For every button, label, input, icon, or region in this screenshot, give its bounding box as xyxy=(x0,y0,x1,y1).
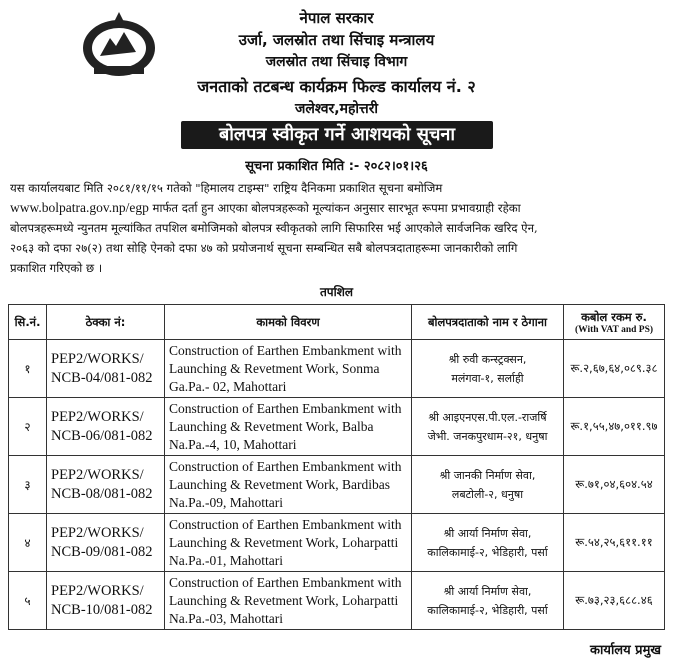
header-amount xyxy=(564,305,665,340)
contract-part: NCB-04/081-082 xyxy=(51,369,153,386)
notice-paragraph xyxy=(10,178,662,278)
published-date: सूचना प्रकाशित मिति :- २०८२।०१।२६ xyxy=(245,159,428,174)
contract-part: NCB-10/081-082 xyxy=(51,601,153,618)
header-contract: ठेक्का नं: xyxy=(47,305,165,340)
contract-part: NCB-09/081-082 xyxy=(51,543,153,560)
header-government: नेपाल सरकार xyxy=(299,9,374,27)
paragraph-line: प्रकाशित गरिएको छ । xyxy=(10,261,103,275)
cell-contract xyxy=(47,514,165,572)
bidder-name: श्री आइएनएस.पी.एल.-राजर्षि xyxy=(428,410,547,424)
paragraph-line: यस कार्यालयबाट मिति २०८१/११/१५ गतेको "हिमालय टाइम्स" राष्ट्रिय दैनिकमा प्रकाशित सूचना बमोजिम xyxy=(10,181,443,195)
header-amount-note: (With VAT and PS) xyxy=(574,324,654,335)
contract-part: PEP2/WORKS/ xyxy=(51,524,144,541)
paragraph-line xyxy=(10,198,662,218)
header-work: कामको विवरण xyxy=(165,305,412,340)
bidder-name: श्री आर्या निर्माण सेवा, xyxy=(443,584,532,598)
notice-title: बोलपत्र स्वीकृत गर्ने आशयको सूचना xyxy=(181,121,493,149)
cell-sn: १ xyxy=(9,340,47,398)
cell-contract xyxy=(47,340,165,398)
office-chief-signature: कार्यालय प्रमुख xyxy=(590,643,661,658)
cell-bidder xyxy=(412,398,564,456)
cell-contract xyxy=(47,456,165,514)
bidder-address: जेभी. जनकपुरधाम-२१, धनुषा xyxy=(427,429,548,443)
cell-work: Construction of Earthen Embankment with Launching & Revetment Work, Balba Na.Pa.-4, 10, Mahottari xyxy=(165,398,412,456)
award-table xyxy=(8,304,665,630)
header-sn: सि.नं. xyxy=(9,305,47,340)
cell-sn: ४ xyxy=(9,514,47,572)
cell-contract xyxy=(47,398,165,456)
cell-amount: रू.७१,०४,६०४.५४ xyxy=(564,456,665,514)
table-row xyxy=(9,572,665,630)
header-department: जलस्रोत तथा सिंचाइ विभाग xyxy=(265,54,408,70)
paragraph-line: बोलपत्रहरूमध्ये न्युनतम मूल्यांकित तपशिल बमोजिमको बोलपत्र स्वीकृतको लागि सिफारिस भई आएकोले सार्वजनिक खरिद ऐन, xyxy=(10,221,538,235)
cell-amount: रू.७३,२३,६८८.४६ xyxy=(564,572,665,630)
cell-bidder xyxy=(412,456,564,514)
cell-contract xyxy=(47,572,165,630)
cell-amount: रू.२,६७,६४,०८९.३८ xyxy=(564,340,665,398)
cell-amount: रू.५४,२५,६११.११ xyxy=(564,514,665,572)
table-header-row xyxy=(9,305,665,340)
header-office: जनताको तटबन्ध कार्यक्रम फिल्ड कार्यालय नं. २ xyxy=(197,77,476,96)
cell-work: Construction of Earthen Embankment with Launching & Revetment Work, Loharpatti Na.Pa.-03, Mahottari xyxy=(165,572,412,630)
table-row xyxy=(9,340,665,398)
contract-part: PEP2/WORKS/ xyxy=(51,466,144,483)
header-amount-label: कबोल रकम रु. xyxy=(581,309,647,324)
bidder-address: लबटोली-२, धनुषा xyxy=(451,487,524,501)
header-location: जलेश्वर,महोत्तरी xyxy=(294,101,379,117)
cell-bidder xyxy=(412,572,564,630)
cell-work: Construction of Earthen Embankment with Launching & Revetment Work, Bardibas Na.Pa.-09, Mahottari xyxy=(165,456,412,514)
cell-sn: ३ xyxy=(9,456,47,514)
cell-work: Construction of Earthen Embankment with Launching & Revetment Work, Sonma Ga.Pa.- 02, Mahottari xyxy=(165,340,412,398)
paragraph-line: २०६३ को दफा २७(२) तथा सोहि ऐनको दफा ४७ को प्रयोजनार्थ सूचना सम्बन्धित सबै बोलपत्रदाताहरूमा जानकारीको लागि xyxy=(10,241,518,255)
contract-part: NCB-06/081-082 xyxy=(51,427,153,444)
cell-bidder xyxy=(412,340,564,398)
table-row xyxy=(9,398,665,456)
cell-bidder xyxy=(412,514,564,572)
contract-part: NCB-08/081-082 xyxy=(51,485,153,502)
bidder-name: श्री आर्या निर्माण सेवा, xyxy=(443,526,532,540)
bidder-name: श्री रुवी कन्स्ट्रक्सन, xyxy=(448,352,527,366)
header-bidder: बोलपत्रदाताको नाम र ठेगाना xyxy=(412,305,564,340)
table-row xyxy=(9,514,665,572)
cell-work: Construction of Earthen Embankment with Launching & Revetment Work, Loharpatti Na.Pa.-01, Mahottari xyxy=(165,514,412,572)
bidder-address: कालिकामाई-२, भेडिहारी, पर्सा xyxy=(427,545,548,559)
cell-amount: रू.१,५५,४७,०११.९७ xyxy=(564,398,665,456)
contract-part: PEP2/WORKS/ xyxy=(51,350,144,367)
contract-part: PEP2/WORKS/ xyxy=(51,408,144,425)
bolpatra-url: www.bolpatra.gov.np/egp xyxy=(10,200,149,215)
bidder-address: कालिकामाई-२, भेडिहारी, पर्सा xyxy=(427,603,548,617)
cell-sn: २ xyxy=(9,398,47,456)
details-heading: तपशिल xyxy=(319,285,354,299)
bidder-name: श्री जानकी निर्माण सेवा, xyxy=(439,468,536,482)
bidder-address: मलंगवा-१, सर्लाही xyxy=(451,371,524,385)
cell-sn: ५ xyxy=(9,572,47,630)
contract-part: PEP2/WORKS/ xyxy=(51,582,144,599)
header-ministry: उर्जा, जलस्रोत तथा सिंचाइ मन्त्रालय xyxy=(238,31,435,49)
paragraph-line-rest: मार्फत दर्ता हुन आएका बोलपत्रहरूको मूल्यांकन अनुसार सारभूत रूपमा प्रभावग्राही रहेका xyxy=(148,201,521,215)
table-row xyxy=(9,456,665,514)
